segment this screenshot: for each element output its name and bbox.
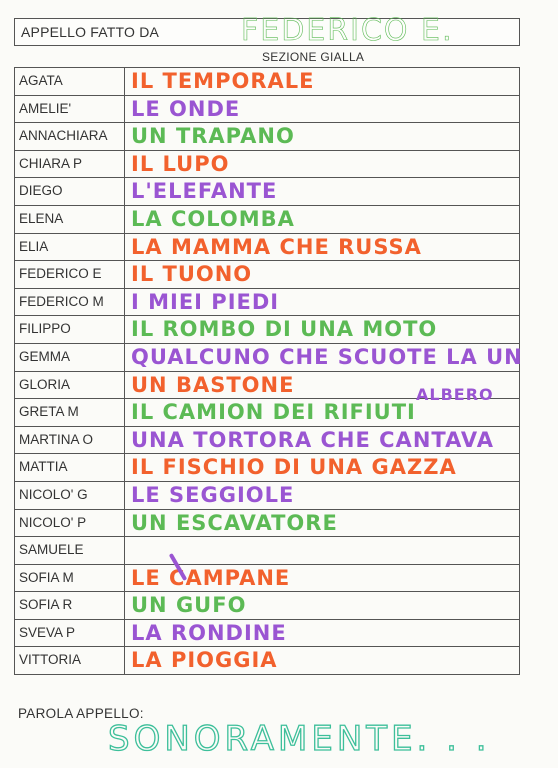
- student-name: GEMMA: [15, 344, 125, 371]
- student-answer: IL FISCHIO DI UNA GAZZA: [131, 455, 457, 480]
- student-name: FEDERICO E: [15, 261, 125, 288]
- student-answer: UN TRAPANO: [131, 124, 295, 149]
- student-answer: LA COLOMBA: [131, 206, 295, 231]
- table-row: [15, 453, 519, 481]
- student-name: FEDERICO M: [15, 289, 125, 316]
- table-row: [15, 177, 519, 205]
- table-row: [15, 233, 519, 261]
- student-name: DIEGO: [15, 178, 125, 205]
- extra-note: ALBERO: [416, 385, 494, 404]
- student-name: SOFIA M: [15, 565, 125, 592]
- header-label: APPELLO FATTO DA: [21, 24, 160, 40]
- table-row: [15, 646, 519, 674]
- table-row: [15, 95, 519, 123]
- section-name: SEZIONE GIALLA: [262, 50, 365, 64]
- student-name: NICOLO' G: [15, 482, 125, 509]
- table-row: [15, 619, 519, 647]
- table-row: [15, 288, 519, 316]
- student-answer: LA MAMMA CHE RUSSA: [131, 234, 422, 259]
- student-answer: IL LUPO: [131, 151, 230, 176]
- student-name: MARTINA O: [15, 427, 125, 454]
- student-answer: I MIEI PIEDI: [131, 289, 280, 314]
- student-answer: IL ROMBO DI UNA MOTO: [131, 317, 438, 342]
- table-row: [15, 122, 519, 150]
- table-row: [15, 509, 519, 537]
- student-answer: IL TUONO: [131, 262, 253, 287]
- table-row: [15, 426, 519, 454]
- student-name: CHIARA P: [15, 151, 125, 178]
- student-name: ELENA: [15, 206, 125, 233]
- student-name: AMELIE': [15, 96, 125, 123]
- table-row: [15, 260, 519, 288]
- header-box: [14, 13, 520, 48]
- table-row: [15, 67, 519, 95]
- roll-call-table: [14, 67, 523, 675]
- student-answer: IL TEMPORALE: [131, 69, 315, 93]
- student-answer: UN BASTONE: [131, 372, 295, 397]
- student-name: MATTIA: [15, 454, 125, 481]
- student-answer: UN ESCAVATORE: [131, 510, 338, 535]
- table-row: [15, 150, 519, 178]
- table-row: [15, 591, 519, 619]
- student-answer: LE ONDE: [131, 96, 241, 121]
- roll-call-word: SONORAMENTE. . .: [108, 719, 491, 759]
- student-answer: LA RONDINE: [131, 620, 287, 645]
- student-name: AGATA: [15, 68, 125, 95]
- roll-call-word-label: PAROLA APPELLO:: [18, 706, 144, 721]
- student-name: FILIPPO: [15, 316, 125, 343]
- student-name: GLORIA: [15, 372, 125, 399]
- student-name: SVEVA P: [15, 620, 125, 647]
- author-name: FEDERICO E.: [241, 13, 454, 48]
- student-answer: UN GUFO: [131, 593, 247, 618]
- table-row: [15, 343, 523, 371]
- student-name: ANNACHIARA: [15, 123, 125, 150]
- student-name: GRETA M: [15, 399, 125, 426]
- table-row: [15, 205, 519, 233]
- student-answer: QUALCUNO CHE SCUOTE LA UN: [131, 344, 523, 369]
- table-row: [15, 536, 519, 564]
- student-name: SAMUELE: [15, 537, 125, 564]
- table-row: [15, 564, 519, 592]
- student-answer: UNA TORTORA CHE CANTAVA: [131, 427, 494, 452]
- student-name: NICOLO' P: [15, 510, 125, 537]
- student-answer: L'ELEFANTE: [131, 179, 278, 204]
- student-name: ELIA: [15, 234, 125, 261]
- table-row: [15, 315, 519, 343]
- student-answer: LA PIOGGIA: [131, 648, 278, 673]
- student-name: VITTORIA: [15, 647, 125, 674]
- student-name: SOFIA R: [15, 592, 125, 619]
- student-answer: LE CAMPANE: [131, 565, 291, 590]
- student-answer: IL CAMION DEI RIFIUTI: [131, 400, 416, 425]
- student-answer: LE SEGGIOLE: [131, 482, 295, 507]
- table-row: [15, 481, 519, 509]
